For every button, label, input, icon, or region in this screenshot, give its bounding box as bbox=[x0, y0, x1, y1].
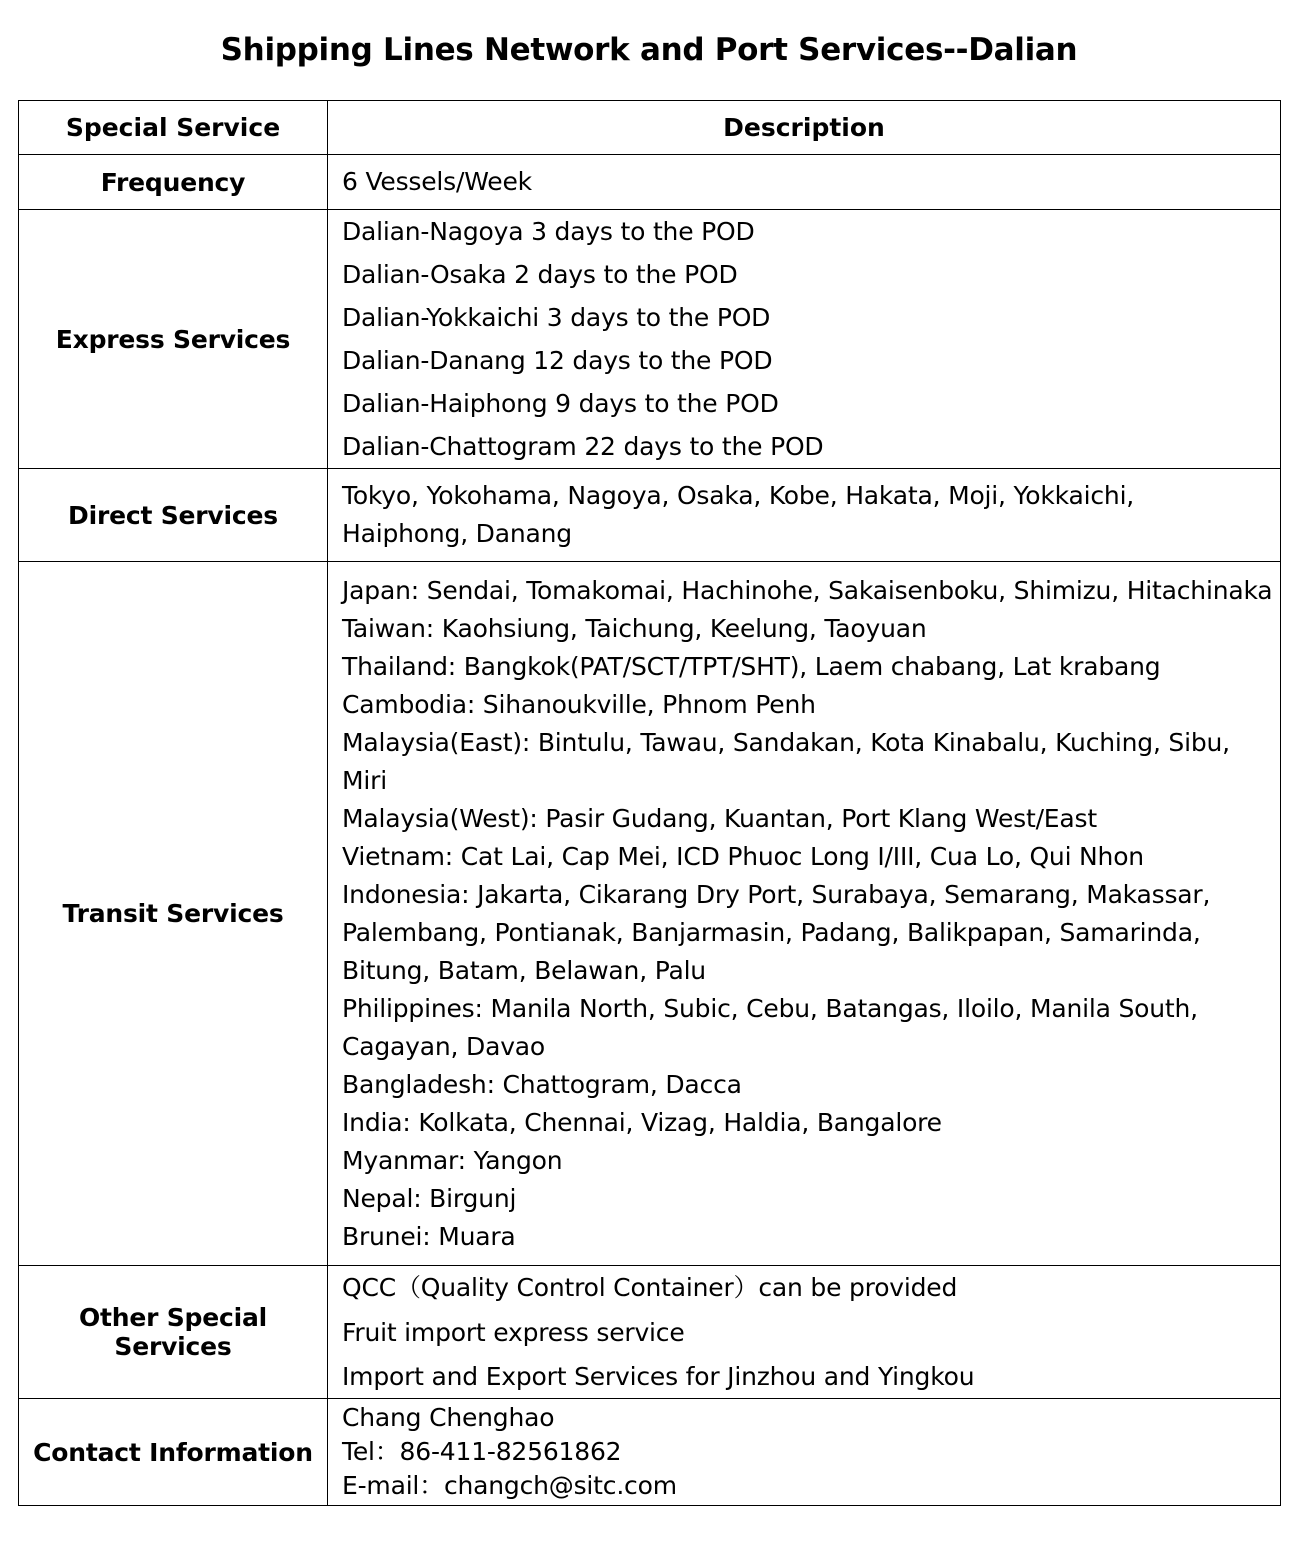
table-row-frequency bbox=[19, 155, 1281, 210]
transit-line: Taiwan: Kaohsiung, Taichung, Keelung, Taoyuan bbox=[342, 613, 927, 643]
transit-line: Bitung, Batam, Belawan, Palu bbox=[342, 955, 706, 985]
desc-frequency bbox=[328, 155, 1281, 210]
table-row-transit bbox=[19, 562, 1281, 1266]
table-header-row bbox=[19, 101, 1281, 155]
express-line: Dalian-Yokkaichi 3 days to the POD bbox=[342, 303, 771, 332]
transit-line: Philippines: Manila North, Subic, Cebu, Batangas, Iloilo, Manila South, bbox=[342, 993, 1198, 1023]
desc-contact-information bbox=[328, 1399, 1281, 1506]
desc-express-services bbox=[328, 210, 1281, 469]
other-line: Fruit import express service bbox=[342, 1318, 685, 1347]
other-line: Import and Export Services for Jinzhou and Yingkou bbox=[342, 1362, 975, 1391]
contact-tel: Tel：86-411-82561862 bbox=[342, 1437, 622, 1466]
transit-line: Malaysia(West): Pasir Gudang, Kuantan, Port Klang West/East bbox=[342, 803, 1097, 833]
transit-line: Indonesia: Jakarta, Cikarang Dry Port, Surabaya, Semarang, Makassar, bbox=[342, 879, 1211, 909]
express-line: Dalian-Haiphong 9 days to the POD bbox=[342, 389, 779, 418]
contact-name: Chang Chenghao bbox=[342, 1403, 555, 1432]
express-line: Dalian-Nagoya 3 days to the POD bbox=[342, 217, 755, 246]
table-row-express bbox=[19, 210, 1281, 469]
transit-line: Miri bbox=[342, 765, 387, 795]
transit-line: Malaysia(East): Bintulu, Tawau, Sandakan, Kota Kinabalu, Kuching, Sibu, bbox=[342, 727, 1230, 757]
transit-line: Cagayan, Davao bbox=[342, 1031, 545, 1061]
table-row-other bbox=[19, 1266, 1281, 1399]
transit-line: Vietnam: Cat Lai, Cap Mei, ICD Phuoc Long I/III, Cua Lo, Qui Nhon bbox=[342, 841, 1144, 871]
services-table bbox=[18, 100, 1281, 1506]
other-line: QCC（Quality Control Container）can be provided bbox=[342, 1273, 958, 1302]
desc-direct-services bbox=[328, 469, 1281, 562]
label-other-special-services: Other Special Services bbox=[19, 1266, 328, 1399]
contact-email[interactable]: E-mail：changch@sitc.com bbox=[342, 1471, 677, 1500]
transit-line: Myanmar: Yangon bbox=[342, 1145, 563, 1175]
table-row-contact bbox=[19, 1399, 1281, 1506]
transit-line: India: Kolkata, Chennai, Vizag, Haldia, Bangalore bbox=[342, 1107, 942, 1137]
label-direct-services: Direct Services bbox=[19, 469, 328, 562]
transit-line: Brunei: Muara bbox=[342, 1221, 516, 1251]
express-line: Dalian-Danang 12 days to the POD bbox=[342, 346, 773, 375]
transit-line: Cambodia: Sihanoukville, Phnom Penh bbox=[342, 689, 816, 719]
header-special-service: Special Service bbox=[19, 101, 328, 155]
label-transit-services: Transit Services bbox=[19, 562, 328, 1266]
direct-line: Haiphong, Danang bbox=[342, 519, 572, 548]
transit-line: Nepal: Birgunj bbox=[342, 1183, 517, 1213]
desc-transit-services bbox=[328, 562, 1281, 1266]
transit-line: Bangladesh: Chattogram, Dacca bbox=[342, 1069, 742, 1099]
header-description: Description bbox=[328, 101, 1281, 155]
label-frequency: Frequency bbox=[19, 155, 328, 210]
label-express-services: Express Services bbox=[19, 210, 328, 469]
direct-line: Tokyo, Yokohama, Nagoya, Osaka, Kobe, Hakata, Moji, Yokkaichi, bbox=[342, 481, 1135, 510]
transit-line: Palembang, Pontianak, Banjarmasin, Padang, Balikpapan, Samarinda, bbox=[342, 917, 1201, 947]
table-row-direct bbox=[19, 469, 1281, 562]
express-line: Dalian-Osaka 2 days to the POD bbox=[342, 260, 738, 289]
desc-other-special-services bbox=[328, 1266, 1281, 1399]
transit-line: Thailand: Bangkok(PAT/SCT/TPT/SHT), Laem chabang, Lat krabang bbox=[342, 651, 1161, 681]
express-line: Dalian-Chattogram 22 days to the POD bbox=[342, 432, 824, 461]
page-title: Shipping Lines Network and Port Services--Dalian bbox=[220, 32, 1078, 68]
transit-line: Japan: Sendai, Tomakomai, Hachinohe, Sakaisenboku, Shimizu, Hitachinaka bbox=[342, 575, 1273, 605]
frequency-line: 6 Vessels/Week bbox=[342, 167, 532, 196]
label-contact-information: Contact Information bbox=[19, 1399, 328, 1506]
